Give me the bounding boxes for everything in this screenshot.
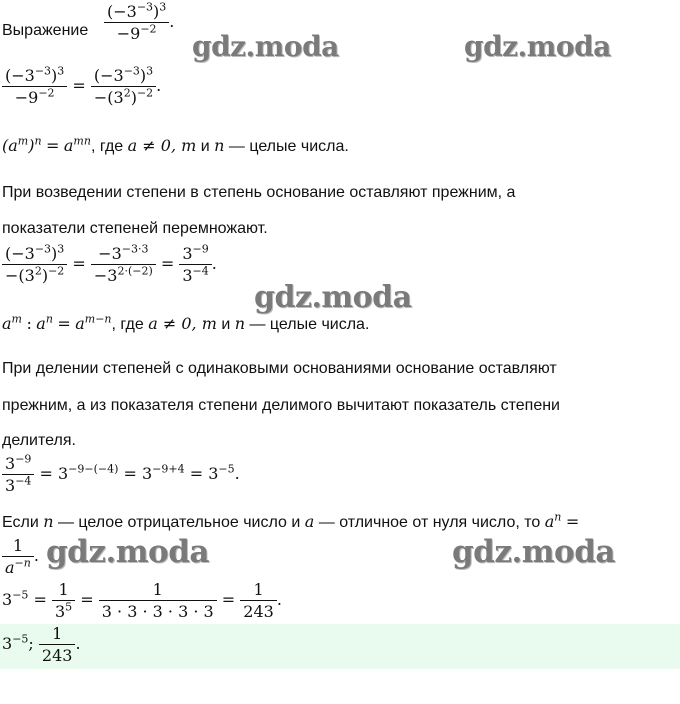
paragraph-2-line-1: При делении степеней с одинаковыми основаниями основание оставляют: [2, 360, 557, 377]
power-rule-line: $(a^m)^n = a^{mn}$, где a ≠ 0, m и n — целые числа.: [2, 134, 349, 155]
answer-block: [0, 624, 680, 669]
paragraph-1-line-1: При возведении степени в степень основание оставляют прежним, а: [2, 184, 516, 201]
watermark: gdz.moda: [46, 534, 209, 570]
paragraph-2-line-3: делителя.: [2, 432, 76, 449]
division-rule-line: $a^m$ : $a^n = a^{m-n}$, где a ≠ 0, m и n — целые числа.: [2, 312, 370, 333]
paragraph-2-line-2: прежним, а из показателя степени делимого вычитают показатель степени: [2, 397, 560, 414]
expression-fraction: $\frac{(-3^{-3})^3}{-9^{-2}}$ .: [104, 2, 174, 43]
watermark: gdz.moda: [452, 534, 615, 570]
paragraph-1-line-2: показатели степеней перемножают.: [2, 220, 268, 237]
negative-exponent-fraction: $\frac{1}{a^{-n}}$ .: [2, 536, 39, 577]
answer-text: $3^{-5}$; $\frac{1}{243}$ .: [2, 624, 81, 665]
equation-step-4: $3^{-5}$ = $\frac{1}{3^5}$ = $\frac{1}{3 \cdot 3 \cdot 3 \cdot 3 \cdot 3}$ = $\frac{1}{243}$ .: [2, 580, 282, 621]
watermark: gdz.moda: [192, 30, 339, 63]
equation-step-1: $\frac{(-3^{-3})^3}{-9^{-2}}$ = $\frac{(-3^{-3})^3}{-(3^2)^{-2}}$ .: [2, 66, 161, 107]
negative-exponent-rule-line: Если n — целое отрицательное число и a — отличное от нуля число, то $a^n$ =: [2, 510, 580, 531]
equation-step-2: $\frac{(-3^{-3})^3}{-(3^2)^{-2}}$ = $\frac{-3^{-3\cdot 3}}{-3^{2\cdot(-2)}}$ = $\frac{3^{-9}}{3^{-4}}$ .: [2, 244, 217, 285]
watermark: gdz.moda: [254, 280, 412, 315]
expression-label: Выражение: [2, 22, 89, 39]
equation-step-3: $\frac{3^{-9}}{3^{-4}}$ = $3^{-9-(-4)} = 3^{-9+4} = 3^{-5}$.: [2, 454, 240, 495]
watermark: gdz.moda: [464, 30, 611, 63]
